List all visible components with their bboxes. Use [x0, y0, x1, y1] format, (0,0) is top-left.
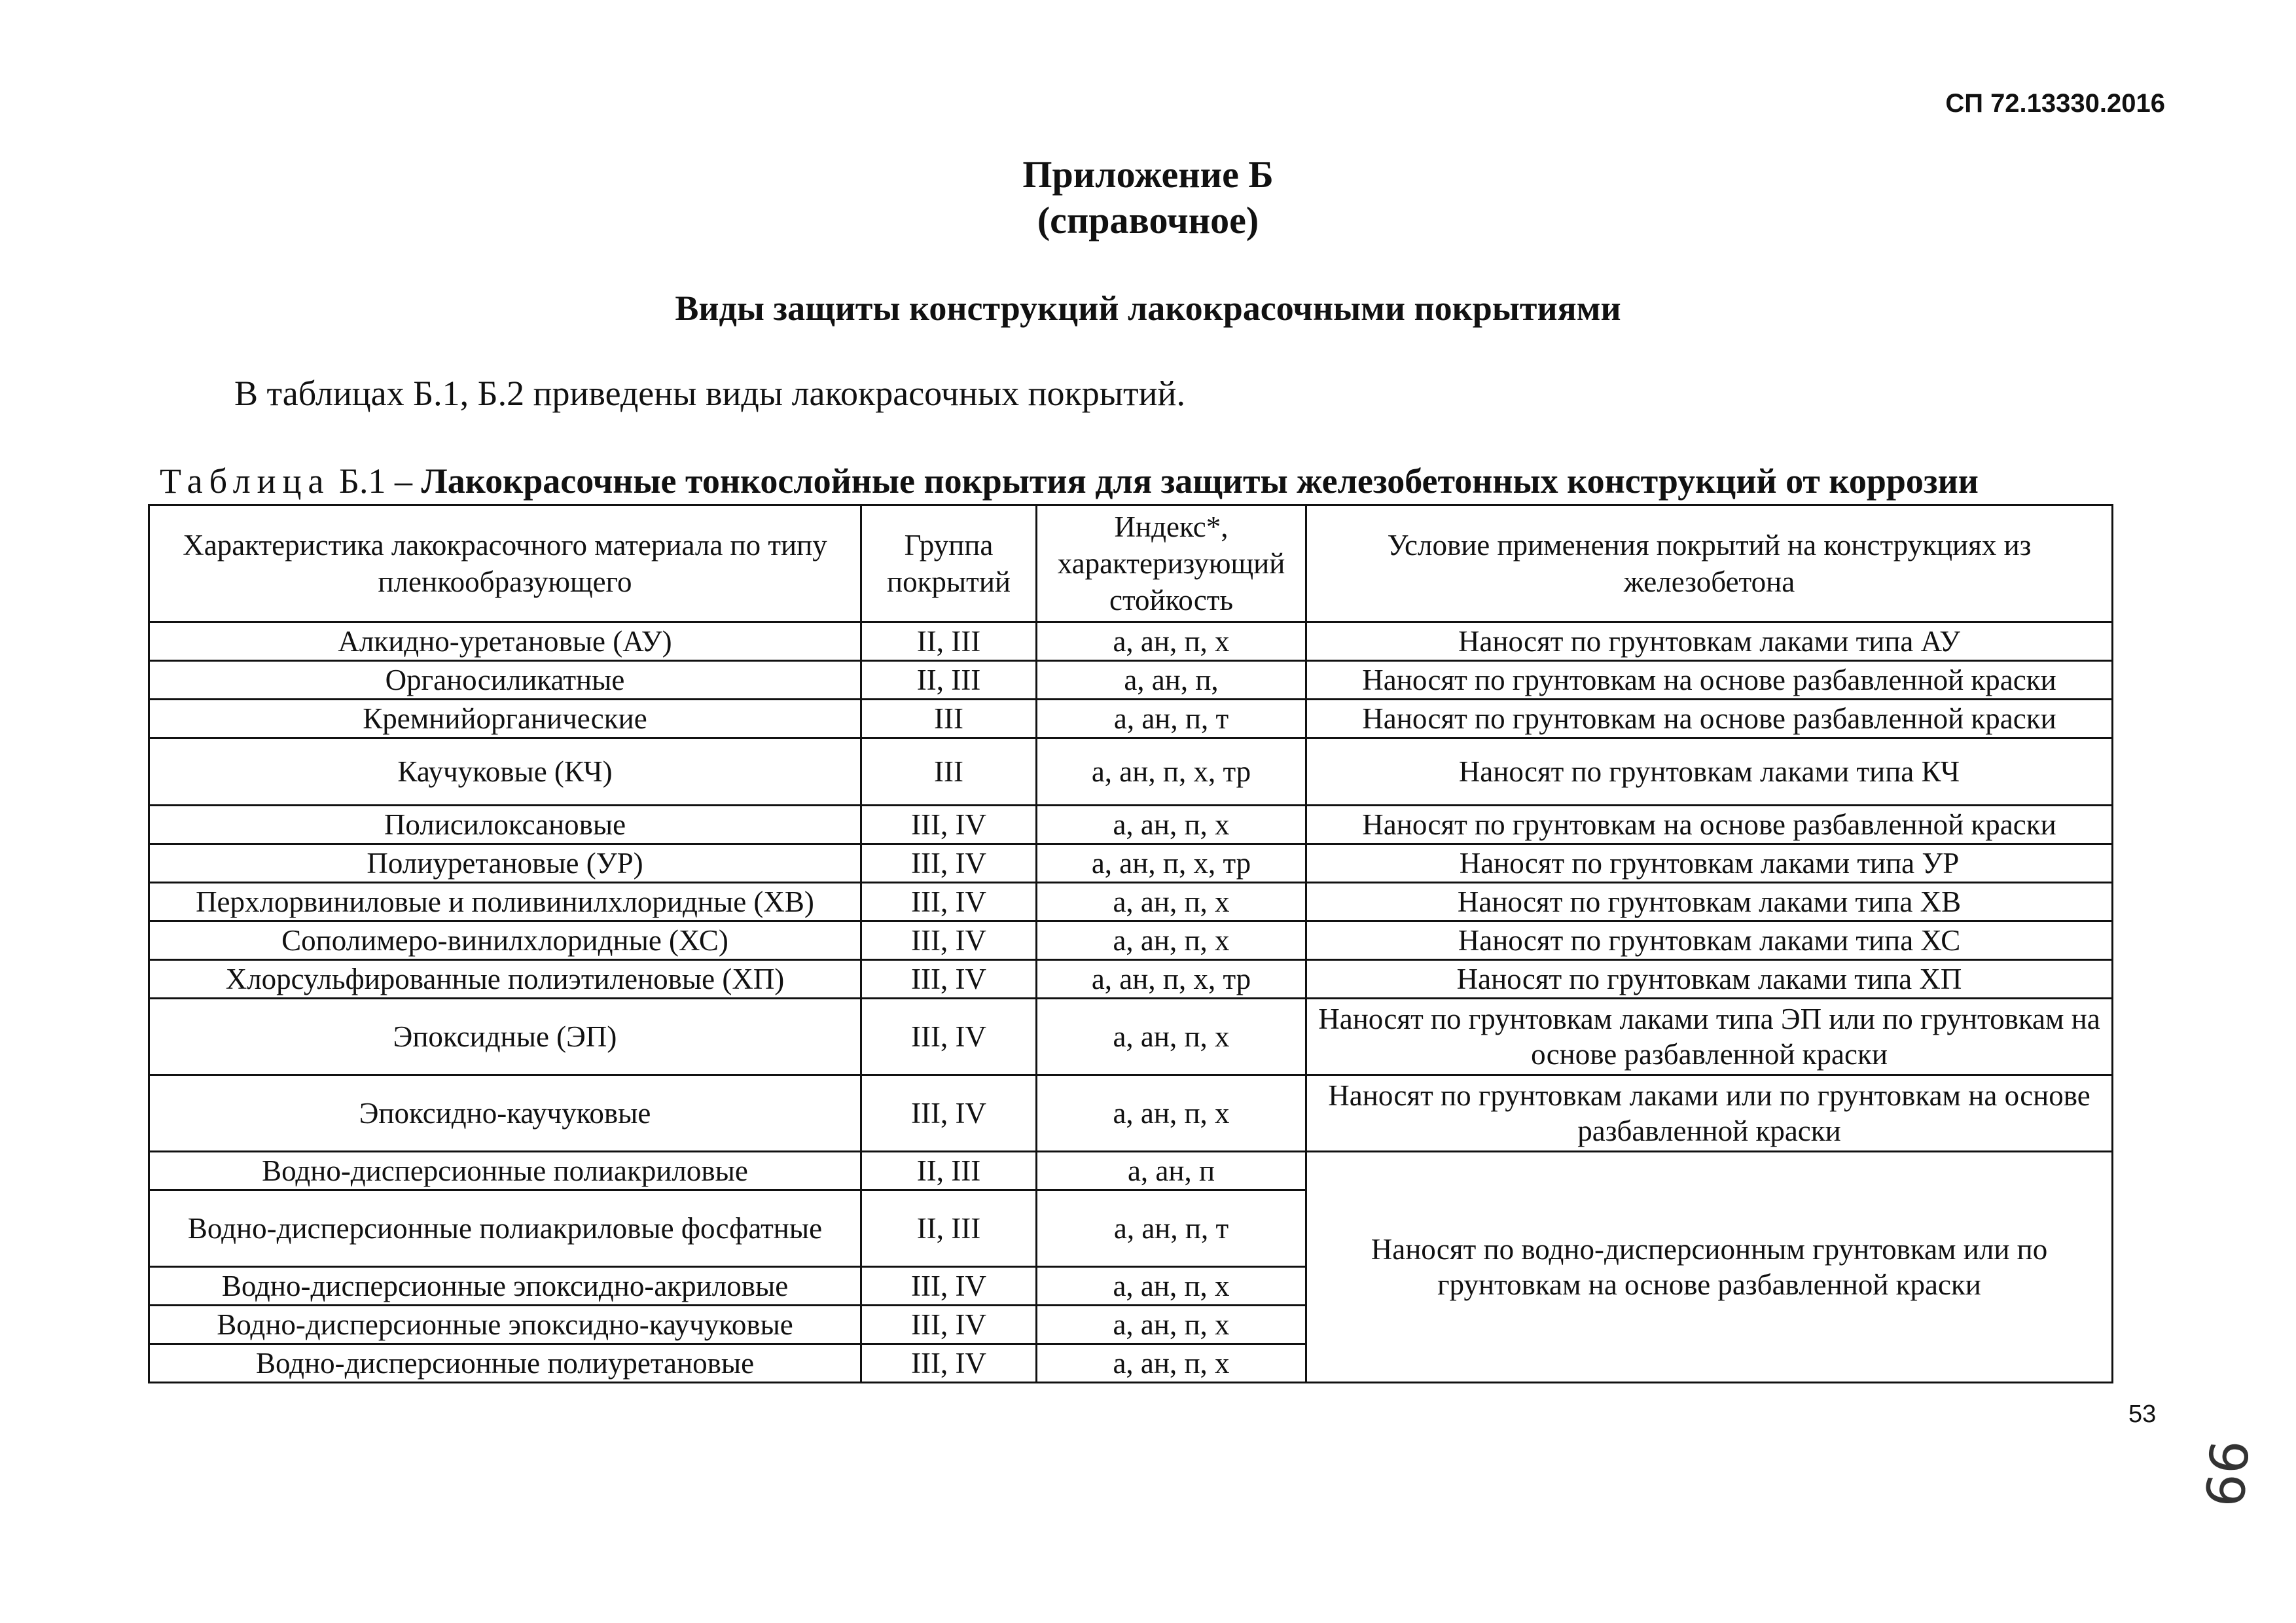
cell-condition: Наносят по грунтовкам лаками типа УР — [1306, 844, 2113, 883]
cell-group: III, IV — [861, 806, 1037, 844]
cell-group: III, IV — [861, 1306, 1037, 1344]
cell-material: Хлорсульфированные полиэтиленовые (ХП) — [149, 960, 861, 999]
cell-material: Алкидно-уретановые (АУ) — [149, 622, 861, 661]
cell-group: II, III — [861, 622, 1037, 661]
table-row — [149, 999, 2113, 1075]
header-group: Группа покрытий — [861, 505, 1037, 622]
cell-index: а, ан, п, х, тр — [1037, 738, 1306, 806]
cell-index: а, ан, п, х — [1037, 1075, 1306, 1152]
cell-group: III, IV — [861, 844, 1037, 883]
cell-material: Водно-дисперсионные эпоксидно-акриловые — [149, 1267, 861, 1306]
cell-group: II, III — [861, 661, 1037, 700]
table-row — [149, 1075, 2113, 1152]
table-caption-title: Лакокрасочные тонкослойные покрытия для защиты железобетонных конструкций от коррозии — [421, 461, 1979, 501]
cell-group: III — [861, 700, 1037, 738]
table-caption-number: Б.1 – — [338, 461, 412, 501]
cell-group: II, III — [861, 1190, 1037, 1267]
cell-index: а, ан, п, х — [1037, 1344, 1306, 1383]
cell-index: а, ан, п, х — [1037, 999, 1306, 1075]
cell-index: а, ан, п, — [1037, 661, 1306, 700]
cell-material: Эпоксидные (ЭП) — [149, 999, 861, 1075]
cell-material: Водно-дисперсионные эпоксидно-каучуковые — [149, 1306, 861, 1344]
cell-condition: Наносят по грунтовкам лаками или по грунтовкам на основе разбавленной краски — [1306, 1075, 2113, 1152]
table-row — [149, 622, 2113, 661]
cell-index: а, ан, п, х — [1037, 622, 1306, 661]
cell-condition: Наносят по грунтовкам на основе разбавленной краски — [1306, 806, 2113, 844]
appendix-subtitle: (справочное) — [1037, 199, 1259, 241]
cell-condition: Наносят по грунтовкам на основе разбавленной краски — [1306, 661, 2113, 700]
handwritten-page-number: 99 — [2193, 1437, 2259, 1510]
table-row — [149, 806, 2113, 844]
cell-group: II, III — [861, 1152, 1037, 1190]
cell-condition: Наносят по грунтовкам лаками типа ХП — [1306, 960, 2113, 999]
cell-group: III, IV — [861, 883, 1037, 921]
table-row — [149, 661, 2113, 700]
header-condition: Условие применения покрытий на конструкциях из железобетона — [1306, 505, 2113, 622]
cell-material: Сополимеро-винилхлоридные (ХС) — [149, 921, 861, 960]
cell-index: а, ан, п, х — [1037, 1267, 1306, 1306]
cell-material: Полиуретановые (УР) — [149, 844, 861, 883]
appendix-heading — [0, 152, 2296, 243]
table-row — [149, 921, 2113, 960]
cell-index: а, ан, п, х — [1037, 883, 1306, 921]
cell-group: III, IV — [861, 1075, 1037, 1152]
cell-material: Водно-дисперсионные полиуретановые — [149, 1344, 861, 1383]
section-title: Виды защиты конструкций лакокрасочными покрытиями — [675, 289, 1621, 328]
cell-group: III, IV — [861, 1267, 1037, 1306]
cell-group: III, IV — [861, 921, 1037, 960]
table-header-row — [149, 505, 2113, 622]
coatings-table — [148, 504, 2113, 1383]
cell-material: Полисилоксановые — [149, 806, 861, 844]
table-caption-label: Таблица — [160, 461, 331, 501]
cell-condition: Наносят по грунтовкам лаками типа ХС — [1306, 921, 2113, 960]
table-row — [149, 738, 2113, 806]
cell-material: Каучуковые (КЧ) — [149, 738, 861, 806]
cell-condition: Наносят по грунтовкам на основе разбавленной краски — [1306, 700, 2113, 738]
table-row — [149, 700, 2113, 738]
cell-condition: Наносят по грунтовкам лаками типа АУ — [1306, 622, 2113, 661]
cell-index: а, ан, п, х, тр — [1037, 844, 1306, 883]
cell-condition-merged: Наносят по водно-дисперсионным грунтовкам или по грунтовкам на основе разбавленной краски — [1306, 1152, 2113, 1383]
cell-group: III, IV — [861, 960, 1037, 999]
cell-index: а, ан, п — [1037, 1152, 1306, 1190]
cell-index: а, ан, п, х — [1037, 1306, 1306, 1344]
table-row — [149, 960, 2113, 999]
cell-material: Эпоксидно-каучуковые — [149, 1075, 861, 1152]
cell-condition: Наносят по грунтовкам лаками типа ХВ — [1306, 883, 2113, 921]
table-row — [149, 844, 2113, 883]
cell-material: Кремнийорганические — [149, 700, 861, 738]
cell-material: Органосиликатные — [149, 661, 861, 700]
cell-group: III, IV — [861, 1344, 1037, 1383]
intro-paragraph: В таблицах Б.1, Б.2 приведены виды лакокрасочных покрытий. — [234, 374, 1185, 413]
cell-material: Перхлорвиниловые и поливинилхлоридные (ХВ) — [149, 883, 861, 921]
cell-group: III — [861, 738, 1037, 806]
document-code: СП 72.13330.2016 — [1945, 89, 2165, 118]
cell-index: а, ан, п, х — [1037, 806, 1306, 844]
cell-condition: Наносят по грунтовкам лаками типа ЭП или по грунтовкам на основе разбавленной краски — [1306, 999, 2113, 1075]
table-row — [149, 883, 2113, 921]
header-index: Индекс*, характеризующий стойкость — [1037, 505, 1306, 622]
cell-material: Водно-дисперсионные полиакриловые фосфатные — [149, 1190, 861, 1267]
cell-index: а, ан, п, т — [1037, 1190, 1306, 1267]
header-material: Характеристика лакокрасочного материала по типу пленкообразующего — [149, 505, 861, 622]
cell-group: III, IV — [861, 999, 1037, 1075]
cell-condition: Наносят по грунтовкам лаками типа КЧ — [1306, 738, 2113, 806]
page-number: 53 — [2128, 1400, 2157, 1428]
cell-index: а, ан, п, х — [1037, 921, 1306, 960]
table-row — [149, 1152, 2113, 1190]
cell-index: а, ан, п, х, тр — [1037, 960, 1306, 999]
cell-index: а, ан, п, т — [1037, 700, 1306, 738]
table-caption — [160, 461, 1979, 501]
appendix-title: Приложение Б — [1022, 153, 1274, 196]
cell-material: Водно-дисперсионные полиакриловые — [149, 1152, 861, 1190]
